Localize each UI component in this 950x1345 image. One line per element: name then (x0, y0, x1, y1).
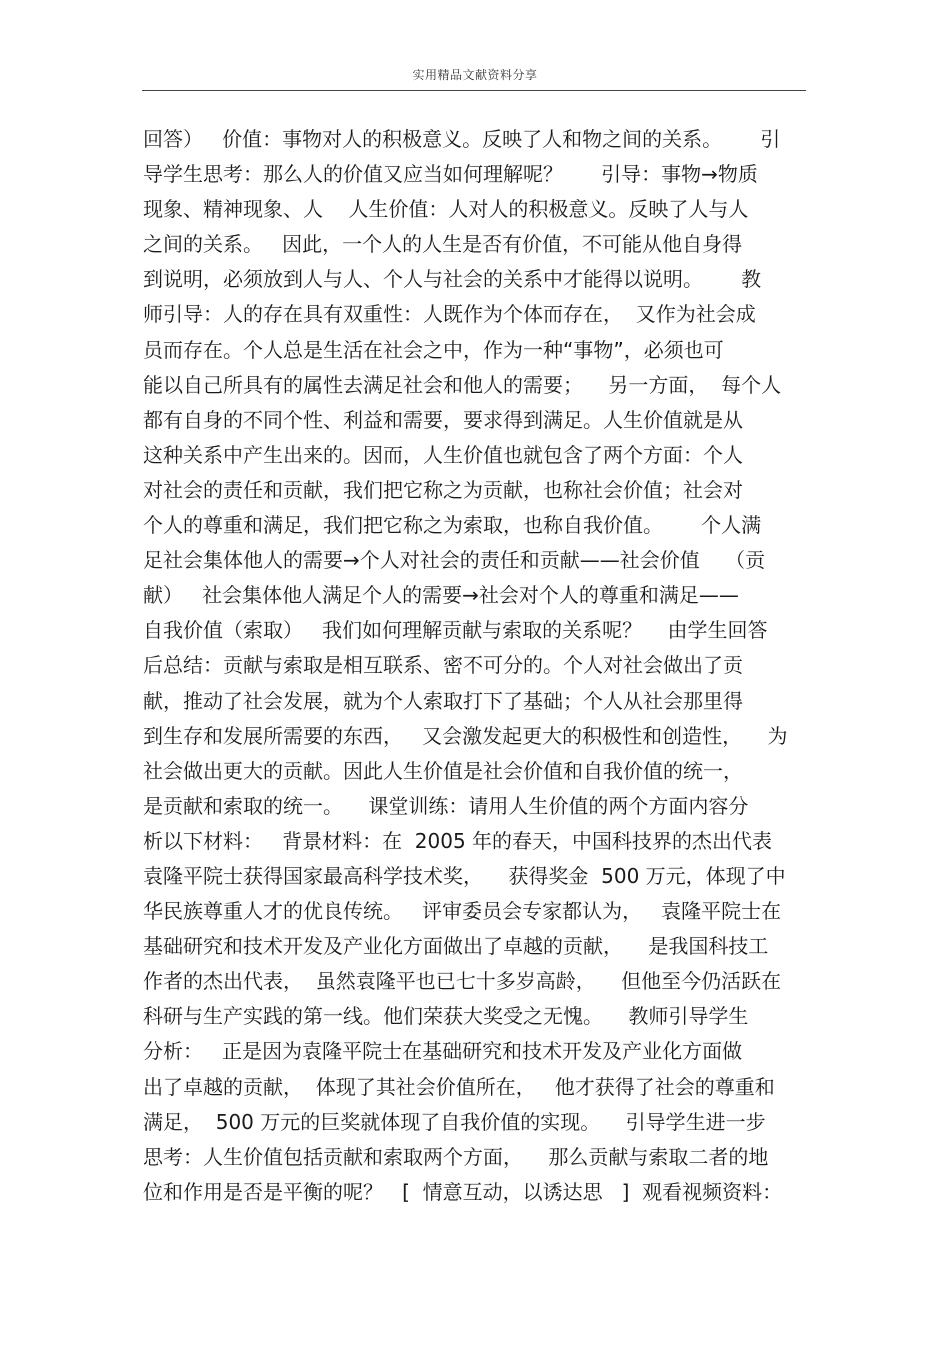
text-line: 位和作用是否是平衡的呢？ [ 情意互动，以诱达思 ] 观看视频资料： (143, 1179, 783, 1204)
text-line: 现象、精神现象、人 人生价值：人对人的积极意义。反映了人与人 (143, 197, 749, 222)
text-line: 师引导：人的存在具有双重性：人既作为个体而存在， 又作为社会成 (143, 302, 756, 327)
text-line: 基础研究和技术开发及产业化方面做出了卓越的贡献， 是我国科技工 (143, 934, 769, 959)
text-line: 华民族尊重人才的优良传统。 评审委员会专家都认为， 袁隆平院士在 (143, 899, 782, 924)
text-line: 自我价值（索取） 我们如何理解贡献与索取的关系呢？ 由学生回答 (143, 618, 768, 643)
text-line: 都有自身的不同个性、利益和需要，要求得到满足。人生价值就是从 (143, 407, 743, 432)
text-line: 析以下材料： 背景材料：在 2005 年的春天，中国科技界的杰出代表 (143, 828, 773, 853)
text-line: 满足， 500 万元的巨奖就体现了自我价值的实现。 引导学生进一步 (143, 1109, 766, 1134)
text-line: 后总结：贡献与索取是相互联系、密不可分的。个人对社会做出了贡 (143, 653, 743, 678)
text-line: 员而存在。个人总是生活在社会之中，作为一种“事物”，必须也可 (143, 337, 724, 362)
text-line: 个人的尊重和满足，我们把它称之为索取，也称自我价值。 个人满 (143, 513, 762, 538)
text-line: 到生存和发展所需要的东西， 又会激发起更大的积极性和创造性， 为 (143, 723, 788, 748)
text-line: 对社会的责任和贡献，我们把它称之为贡献，也称社会价值；社会对 (143, 477, 743, 502)
text-line: 献） 社会集体他人满足个人的需要→社会对个人的尊重和满足—— (143, 583, 739, 608)
text-line: 这种关系中产生出来的。因而，人生价值也就包含了两个方面：个人 (143, 442, 743, 467)
text-line: 之间的关系。 因此，一个人的人生是否有价值，不可能从他自身得 (143, 232, 743, 257)
text-line: 献，推动了社会发展，就为个人索取打下了基础；个人从社会那里得 (143, 688, 743, 713)
text-line: 导学生思考：那么人的价值又应当如何理解呢？ 引导：事物→物质 (143, 162, 758, 187)
text-line: 作者的杰出代表， 虽然袁隆平也已七十多岁高龄， 但他至今仍活跃在 (143, 969, 782, 994)
text-line: 到说明，必须放到人与人、个人与社会的关系中才能得以说明。 教 (143, 267, 762, 292)
document-body (143, 122, 808, 1210)
text-line: 能以自己所具有的属性去满足社会和他人的需要； 另一方面， 每个人 (143, 372, 782, 397)
text-line: 足社会集体他人的需要→个人对社会的责任和贡献——社会价值 （贡 (143, 548, 766, 573)
text-line: 思考：人生价值包括贡献和索取两个方面， 那么贡献与索取二者的地 (143, 1144, 769, 1169)
text-line: 社会做出更大的贡献。因此人生价值是社会价值和自我价值的统一， (143, 758, 743, 783)
text-line: 袁隆平院士获得国家最高科学技术奖， 获得奖金 500 万元，体现了中 (143, 863, 786, 888)
page-header-title: 实用精品文献资料分享 (412, 68, 538, 82)
header-divider (142, 90, 806, 91)
text-line: 科研与生产实践的第一线。他们荣获大奖受之无愧。 教师引导学生 (143, 1004, 749, 1029)
text-line: 是贡献和索取的统一。 课堂训练：请用人生价值的两个方面内容分 (143, 793, 749, 818)
text-line: 出了卓越的贡献， 体现了其社会价值所在， 他才获得了社会的尊重和 (143, 1074, 775, 1099)
text-line: 分析： 正是因为袁隆平院士在基础研究和技术开发及产业化方面做 (143, 1039, 743, 1064)
text-line: 回答） 价值：事物对人的积极意义。反映了人和物之间的关系。 引 (143, 127, 781, 151)
